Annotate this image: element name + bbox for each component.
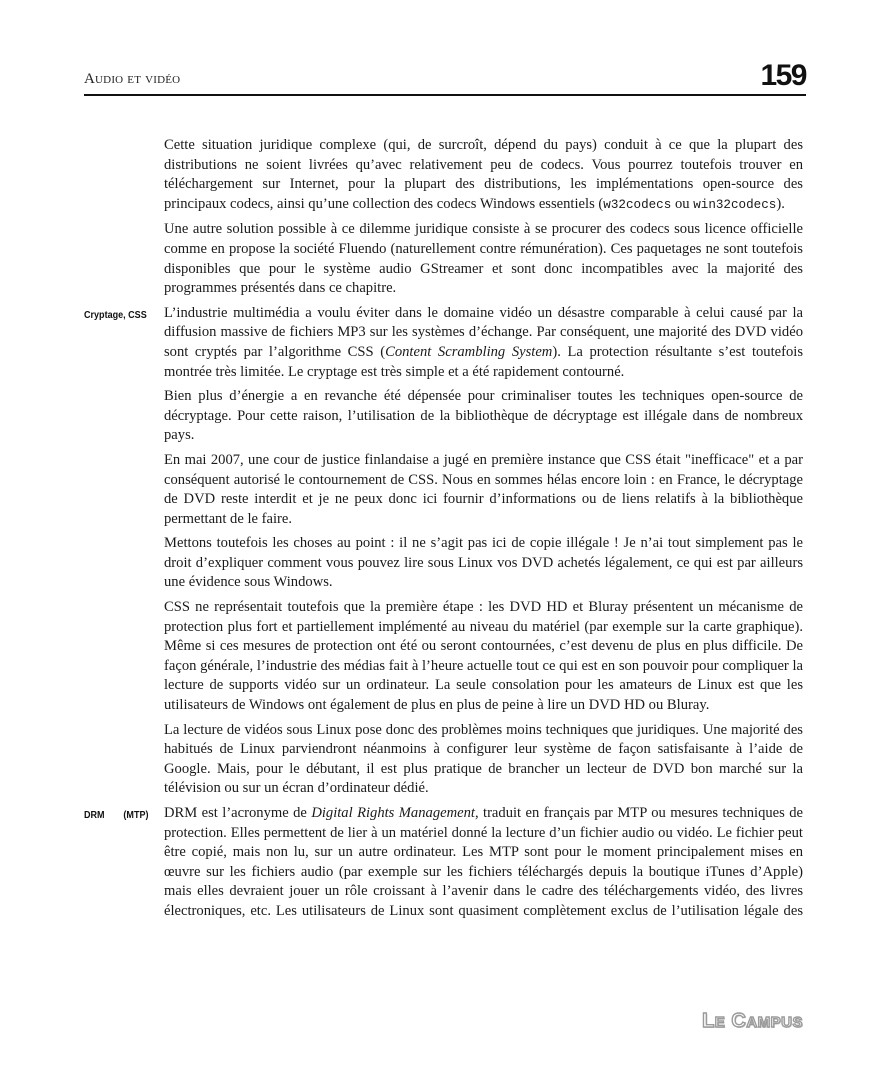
paragraph-5: En mai 2007, une cour de justice finlandaise a jugé en première instance que CSS était "inefficace" et a par conséquent autorisé le contournement de CSS. Nous en sommes hélas encore loin : en France, le décryptage de DVD reste interdit et je ne peux donc ici fournir d’informations ou de liens relatifs à la bibliothèque permettant de le faire. bbox=[164, 451, 803, 527]
page-number: 159 bbox=[760, 59, 806, 92]
paragraph-1-text-b: ou bbox=[671, 195, 694, 212]
paragraph-9 bbox=[84, 804, 804, 922]
paragraph-1-text-a: Cette situation juridique complexe (qui, de surcroît, dépend du pays) conduit à ce que la plupart des distributions ne soient livrées qu’avec relativement peu de codecs. Vous pourrez toutefois trouver en téléchargement sur Internet, pour la plupart des distributions, les implémentations open-source des principaux codecs, ainsi qu’une collection des codecs Windows essentiels ( bbox=[164, 137, 803, 212]
paragraph-6: Mettons toutefois les choses au point : il ne s’agit pas ici de copie illégale ! Je n’ai tout simplement pas le droit d’expliquer comment vous pouvez lire sous Linux vos DVD achetés légalement, ce qui est par ailleurs une évidence sous Windows. bbox=[164, 535, 803, 591]
paragraph-1 bbox=[164, 136, 803, 215]
logo-l: L bbox=[702, 1010, 715, 1032]
paragraph-4: Bien plus d’énergie a en revanche été dépensée pour criminaliser toutes les techniques open-source de décryptage. Pour cette raison, l’utilisation de la bibliothèque de décryptage est illégale dans de nombreux pays. bbox=[164, 388, 803, 444]
paragraph-7: CSS ne représentait toutefois que la première étape : les DVD HD et Bluray présentent un mécanisme de protection plus fort et partiellement implémenté au niveau du matériel (par exemple sur la carte graphique). Même si ces mesures de protection ont été ou seront contournées, c’est devenu de plus en plus difficile. De façon générale, l’industrie des médias fait à l’heure actuelle tout ce qui est en son pouvoir pour compliquer la lecture de supports vidéo sur un ordinateur. La seule consolation pour les amateurs de Linux est que les utilisateurs de Windows ont également de plus en plus de peine à lire un DVD HD ou Bluray. bbox=[164, 599, 803, 714]
paragraph-3-text-a: L’industrie multimédia a voulu éviter dans le domaine vidéo un désastre comparable à celui causé par la diffusion massive de fichiers MP3 sur les systèmes d’échange. Par conséquent, une majorité des DVD vidéo sont cryptés par l’algorithme CSS ( bbox=[164, 304, 803, 360]
running-header bbox=[84, 58, 806, 96]
paragraph-9-text-a: DRM est l’acronyme de bbox=[164, 805, 312, 821]
logo-c: C bbox=[731, 1010, 747, 1032]
code-win32codecs: win32codecs bbox=[693, 197, 777, 212]
paragraph-1-text-c: ). bbox=[776, 195, 785, 212]
paragraph-9-emphasis: Digital Rights Management bbox=[311, 805, 475, 821]
logo-ampus: AMPUS bbox=[746, 1014, 803, 1031]
paragraph-2: Une autre solution possible à ce dilemme juridique consiste à se procurer des codecs sous licence officielle comme en propose la société Fluendo (naturellement contre rémunération). Ces paquetages ne sont toutefois disponibles que pour le système audio GStreamer et sont donc incompatibles avec la majorité des programmes présentés dans ce chapitre. bbox=[164, 221, 803, 297]
paragraph-9-text-b: , traduit en français par MTP ou mesures techniques de protection. Elles permettent de lier à un matériel donné la lecture d’un fichier audio ou vidéo. Le fichier peut être copié, mais non lu, sur un autre ordinateur. Les MTP sont pour le moment principalement mises en œuvre sur les fichiers audio (par exemple sur les fichiers téléchargés depuis la boutique iTunes d’Apple) mais elles devraient jouer un rôle croissant à l’avenir dans le cadre des téléchargements vidéo, des livres électroniques, etc. Les utilisateurs de Linux sont quasiment complètement exclus de l’utilisation légale des bbox=[164, 805, 804, 919]
section-title: Audio et vidéo bbox=[84, 71, 181, 87]
paragraph-3 bbox=[84, 304, 804, 382]
paragraph-3-emphasis: Content Scrambling System bbox=[385, 343, 553, 360]
main-text bbox=[84, 136, 804, 927]
publisher-logo bbox=[702, 1010, 803, 1033]
logo-e: E bbox=[714, 1014, 726, 1031]
margin-note-cryptage: Cryptage, CSS bbox=[84, 308, 147, 321]
margin-note-drm: DRM (MTP) bbox=[84, 809, 149, 821]
paragraph-8: La lecture de vidéos sous Linux pose donc des problèmes moins techniques que juridiques. Une majorité des habitués de Linux parviendront néanmoins à configurer leur système de façon satisfaisante à l’aide de Google. Mais, pour le débutant, il est plus pratique de brancher un lecteur de DVD bon marché sur la télévision ou sur un écran d’ordinateur dédié. bbox=[164, 721, 803, 797]
code-w32codecs: w32codecs bbox=[603, 197, 672, 212]
paragraph-3-text-b: ). La protection résultante s’est toutefois montrée très limitée. Le cryptage est très simple et a été rapidement contourné. bbox=[164, 343, 804, 380]
